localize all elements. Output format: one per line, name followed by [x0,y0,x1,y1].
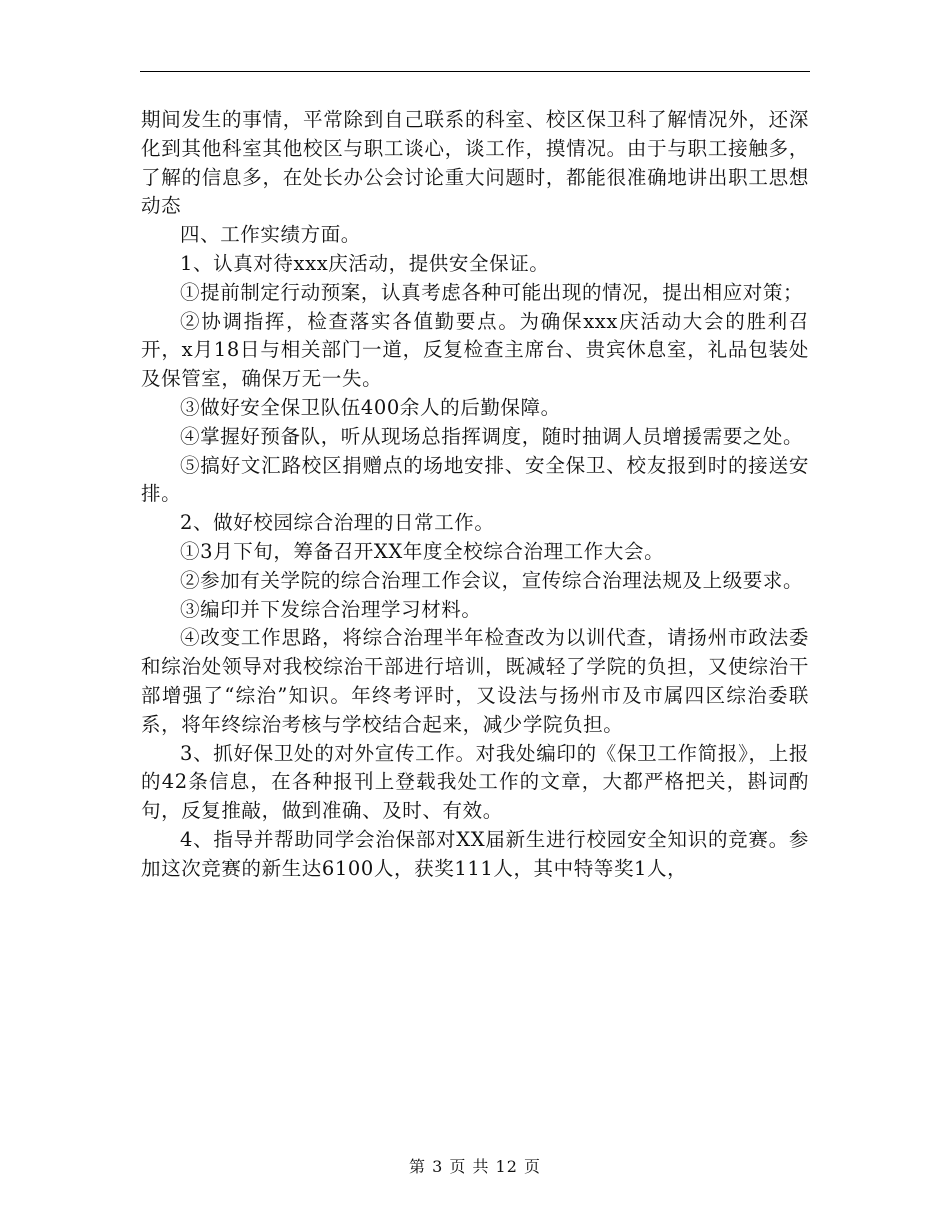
body-paragraph: ②协调指挥，检查落实各值勤要点。为确保xxx庆活动大会的胜利召开，x月18日与相关部门一道，反复检查主席台、贵宾休息室，礼品包装处及保管室，确保万无一失。 [141,309,809,391]
body-paragraph: ④改变工作思路，将综合治理半年检查改为以训代查，请扬州市政法委和综治处领导对我校综治干部进行培训，既减轻了学院的负担，又使综治干部增强了“综治”知识。年终考评时，又设法与扬州市及市属四区综治委联系，将年终综治考核与学校结合起来，减少学院负担。 [141,626,809,736]
body-paragraph: 期间发生的事情，平常除到自己联系的科室、校区保卫科了解情况外，还深化到其他科室其他校区与职工谈心，谈工作，摸情况。由于与职工接触多，了解的信息多，在处长办公会讨论重大问题时，都能很准确地讲出职工思想动态 [141,108,809,218]
body-paragraph: ④掌握好预备队，听从现场总指挥调度，随时抽调人员增援需要之处。 [180,424,804,448]
body-paragraph: ③做好安全保卫队伍400余人的后勤保障。 [180,395,561,419]
body-paragraph: ③编印并下发综合治理学习材料。 [180,597,482,621]
body-paragraph: ②参加有关学院的综合治理工作会议，宣传综合治理法规及上级要求。 [180,568,804,592]
body-paragraph: 2、做好校园综合治理的日常工作。 [180,511,495,535]
page-footer [0,1154,950,1177]
body-paragraph: 3、抓好保卫处的对外宣传工作。对我处编印的《保卫工作简报》，上报的42条信息，在各种报刊上登载我处工作的文章，大都严格把关，斟词酌句，反复推敲，做到准确、及时、有效。 [141,741,809,823]
body-paragraph: ⑤搞好文汇路校区捐赠点的场地安排、安全保卫、校友报到时的接送安排。 [141,453,809,506]
body-paragraph: ①3月下旬，筹备召开XX年度全校综合治理工作大会。 [180,539,665,563]
body-paragraph: 1、认真对待xxx庆活动，提供安全保证。 [180,251,550,275]
body-paragraph: ①提前制定行动预案，认真考虑各种可能出现的情况，提出相应对策； [180,280,804,304]
header-rule [140,71,810,72]
body-paragraph: 四、工作实绩方面。 [180,223,361,247]
page-number-label: 第 3 页 共 12 页 [409,1157,541,1176]
body-paragraph: 4、指导并帮助同学会治保部对XX届新生进行校园安全知识的竞赛。参加这次竞赛的新生达6100人，获奖111人，其中特等奖1人， [141,827,809,880]
document-body [141,106,809,884]
